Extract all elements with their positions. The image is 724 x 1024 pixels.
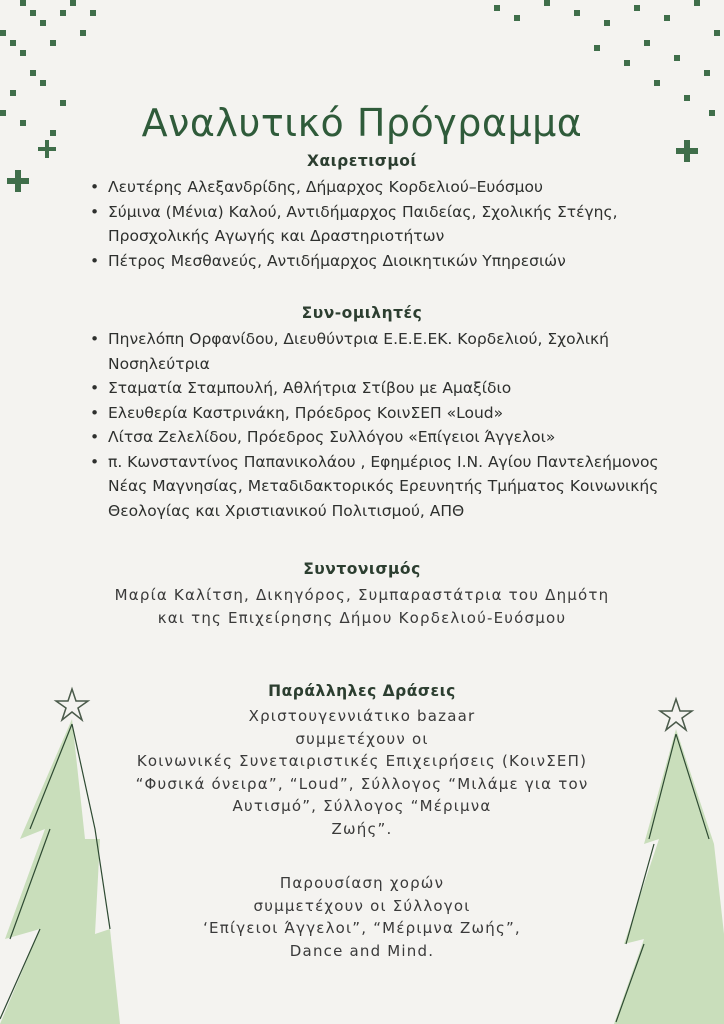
text-line: συμμετέχουν οι Σύλλογοι <box>253 896 471 915</box>
text-line: Χριστουγεννιάτικο bazaar <box>248 707 476 725</box>
text-line: Ζωής”. <box>331 819 393 838</box>
bazaar-text <box>0 705 724 840</box>
list-item: • Σταματία Σταμπουλή, Αθλήτρια Στίβου με Αμαξίδιο <box>88 376 688 401</box>
list-item: • Λευτέρης Αλεξανδρίδης, Δήμαρχος Κορδελιού–Ευόσμου <box>88 175 688 200</box>
coordination-text <box>0 584 724 629</box>
list-item: • Σύμινα (Μένια) Καλού, Αντιδήμαρχος Παιδείας, Σχολικής Στέγης, Προσχολικής Αγωγής και Δραστηριοτήτων <box>88 200 688 249</box>
text-line: Παρουσίαση χορών <box>279 874 445 892</box>
greetings-heading: Χαιρετισμοί <box>307 152 417 170</box>
parallel-heading: Παράλληλες Δράσεις <box>268 682 456 700</box>
list-item: • π. Κωνσταντίνος Παπανικολάου , Εφημέριος Ι.Ν. Αγίου Παντελεήμονος Νέας Μαγνησίας, Μεταδιδακτορικός Ερευνητής Τμήματος Κοινωνικής Θεολογίας και Χριστιανικού Πολιτισμού, ΑΠΘ <box>88 450 688 524</box>
list-item: • Ελευθερία Καστρινάκη, Πρόεδρος ΚοινΣΕΠ «Loud» <box>88 401 688 426</box>
speakers-list <box>88 327 688 523</box>
text-line: “Φυσικά όνειρα”, “Loud”, Σύλλογος “Μιλάμε για τον <box>135 774 589 793</box>
text-line: Μαρία Καλίτση, Δικηγόρος, Συμπαραστάτρια του Δημότη <box>114 586 610 604</box>
text-line: ‘Επίγειοι Άγγελοι”, “Μέριμνα Ζωής”, <box>203 919 521 937</box>
text-line: Αυτισμό”, Σύλλογος “Μέριμνα <box>232 797 492 815</box>
text-line: Dance and Mind. <box>289 941 435 960</box>
coordination-heading: Συντονισμός <box>303 560 421 578</box>
speakers-heading: Συν-ομιλητές <box>301 304 423 322</box>
list-item: • Λίτσα Ζελελίδου, Πρόεδρος Συλλόγου «Επίγειοι Άγγελοι» <box>88 425 688 450</box>
greetings-list <box>88 175 688 273</box>
dance-text <box>0 872 724 962</box>
text-line: συμμετέχουν οι <box>295 729 429 748</box>
list-item: • Πηνελόπη Ορφανίδου, Διευθύντρια Ε.Ε.Ε.ΕΚ. Κορδελιού, Σχολική Νοσηλεύτρια <box>88 327 688 376</box>
page-title: Αναλυτικό Πρόγραμμα <box>141 101 583 146</box>
list-item: • Πέτρος Μεσθανεύς, Αντιδήμαρχος Διοικητικών Υπηρεσιών <box>88 249 688 274</box>
text-line: και της Επιχείρησης Δήμου Κορδελιού-Ευόσμου <box>157 608 567 627</box>
text-line: Κοινωνικές Συνεταιριστικές Επιχειρήσεις (ΚοινΣΕΠ) <box>136 752 588 770</box>
